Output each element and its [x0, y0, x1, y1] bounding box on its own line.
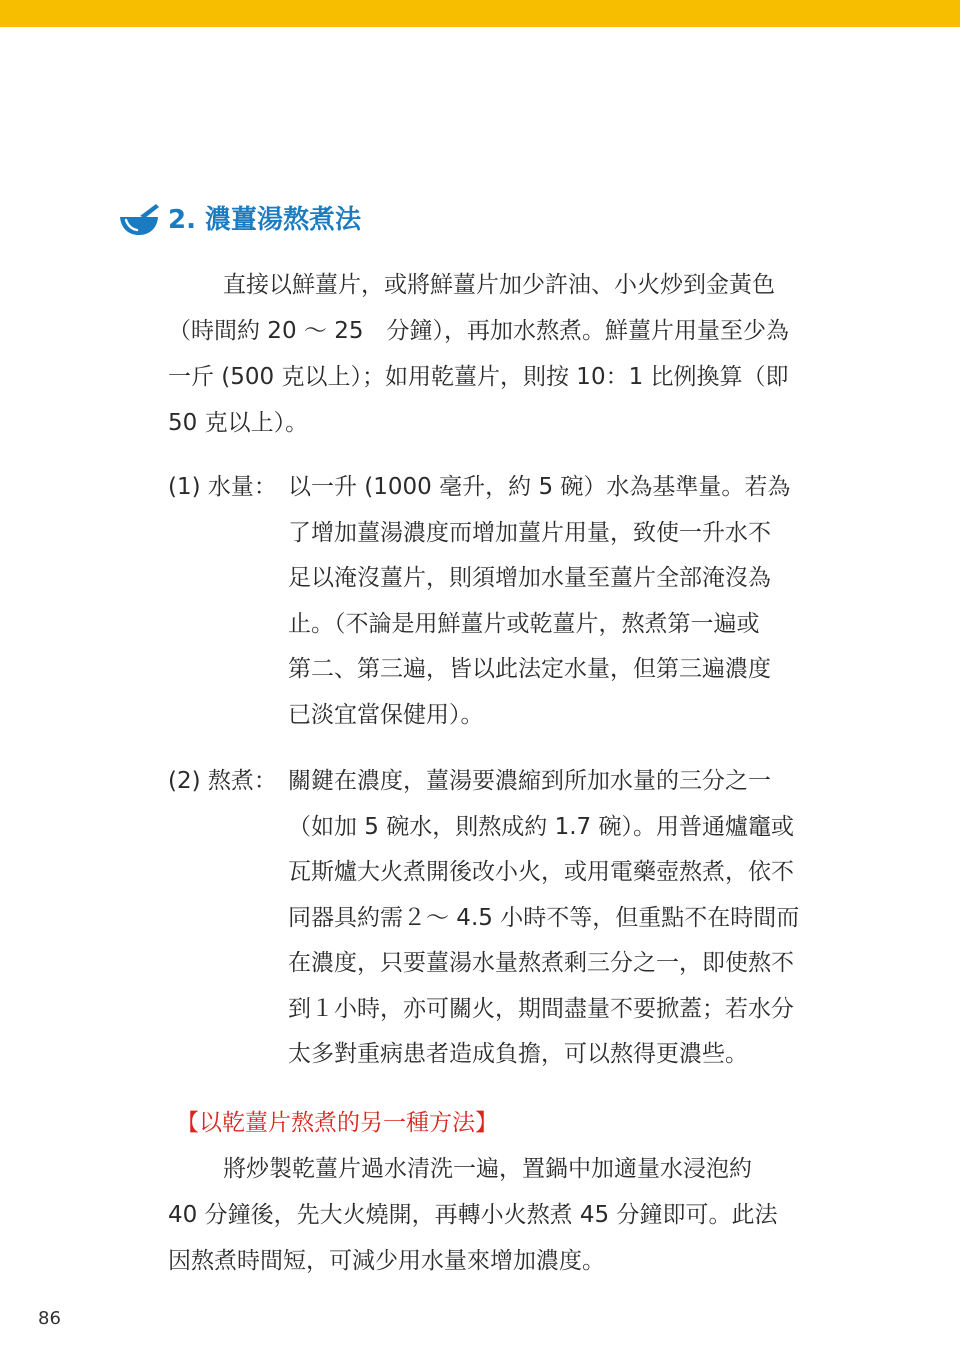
- list-item-line: 第二、第三遍，皆以此法定水量，但第三遍濃度: [288, 656, 771, 682]
- intro-line: （時間約 20 ～ 25 分鐘），再加水熬煮。鮮薑片用量至少為: [168, 318, 789, 344]
- list-item-line: 止。（不論是用鮮薑片或乾薑片，熬煮第一遍或: [288, 610, 760, 637]
- list-item-label: (2) 熬煮：: [168, 768, 277, 794]
- alt-method-paragraph: [168, 1146, 858, 1284]
- section-title: 2. 濃薑湯熬煮法: [168, 205, 362, 235]
- list-item-line: 太多對重病患者造成負擔，可以熬得更濃些。: [288, 1041, 748, 1067]
- section-heading: [118, 200, 361, 240]
- intro-line: 一斤 (500 克以上）；如用乾薑片，則按 10：1 比例換算（即: [168, 364, 789, 390]
- intro-paragraph: [168, 262, 858, 446]
- list-item-line: 到１小時，亦可關火，期間盡量不要掀蓋；若水分: [288, 995, 794, 1022]
- list-item-line: 同器具約需２～ 4.5 小時不等，但重點不在時間而: [288, 904, 800, 931]
- page-number: 86: [38, 1308, 61, 1329]
- list-item-line: 以一升 (1000 毫升，約 5 碗）水為基準量。若為: [288, 474, 791, 500]
- list-item-water-amount: [168, 465, 858, 738]
- list-item-boiling: [168, 759, 858, 1078]
- intro-line: 直接以鮮薑片，或將鮮薑片加少許油、小火炒到金黃色: [223, 272, 775, 298]
- alt-method-line: 40 分鐘後，先大火燒開，再轉小火熬煮 45 分鐘即可。此法: [168, 1202, 778, 1228]
- list-item-line: 瓦斯爐大火煮開後改小火，或用電藥壺熬煮，依不: [288, 859, 794, 885]
- list-item-line: 了增加薑湯濃度而增加薑片用量，致使一升水不: [288, 519, 771, 546]
- alt-method-heading: 【以乾薑片熬煮的另一種方法】: [176, 1110, 498, 1136]
- list-item-line: 已淡宜當保健用）。: [288, 701, 484, 728]
- list-item-line: （如加 5 碗水，則熬成約 1.7 碗）。用普通爐竈或: [288, 813, 794, 840]
- mortar-pestle-icon: [118, 202, 160, 238]
- alt-method-line: 因熬煮時間短，可減少用水量來增加濃度。: [168, 1248, 605, 1274]
- top-color-bar: [0, 0, 960, 27]
- list-item-label: (1) 水量：: [168, 474, 277, 500]
- list-item-line: 足以淹沒薑片，則須增加水量至薑片全部淹沒為: [288, 565, 771, 591]
- list-item-line: 關鍵在濃度，薑湯要濃縮到所加水量的三分之一: [288, 768, 771, 794]
- intro-line: 50 克以上）。: [168, 410, 309, 436]
- list-item-line: 在濃度，只要薑湯水量熬煮剩三分之一，即使熬不: [288, 950, 794, 976]
- alt-method-line: 將炒製乾薑片過水清洗一遍，置鍋中加適量水浸泡約: [223, 1156, 752, 1182]
